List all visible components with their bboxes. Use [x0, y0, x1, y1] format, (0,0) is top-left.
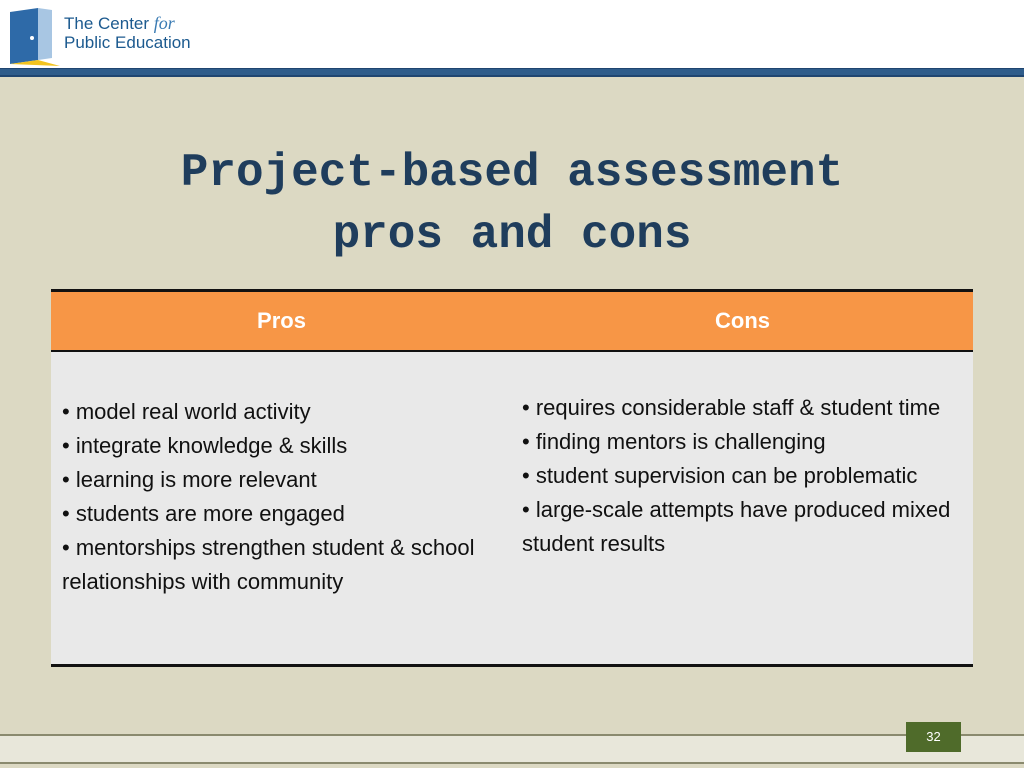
header-cons: Cons [715, 308, 770, 333]
cons-item: • large-scale attempts have produced mixed student results [522, 497, 951, 556]
logo-line1: The Center [64, 14, 150, 33]
door-logo-icon [8, 6, 60, 66]
pros-item: • students are more engaged [62, 501, 345, 526]
organization-logo-text [64, 14, 191, 52]
table-header-row [51, 292, 973, 352]
cons-item: • student supervision can be problematic [522, 463, 918, 488]
slide-title [0, 142, 1024, 266]
logo-line2: Public Education [64, 33, 191, 52]
pros-cons-table [51, 289, 973, 667]
header-pros: Pros [257, 308, 306, 333]
pros-cell [62, 395, 502, 599]
pros-item: • integrate knowledge & skills [62, 433, 348, 458]
pros-item: • mentorships strengthen student & school relationships with community [62, 535, 475, 594]
page-number-badge: 32 [906, 722, 961, 752]
slide-header [0, 0, 1024, 68]
logo-for: for [153, 13, 175, 33]
cons-item: • finding mentors is challenging [522, 429, 826, 454]
cons-item: • requires considerable staff & student time [522, 395, 941, 420]
cons-cell [522, 391, 962, 561]
title-line2: pros and cons [332, 209, 692, 261]
title-line1: Project-based assessment [180, 147, 844, 199]
footer-bar [0, 734, 1024, 764]
header-divider [0, 68, 1024, 77]
pros-item: • learning is more relevant [62, 467, 317, 492]
pros-item: • model real world activity [62, 399, 311, 424]
